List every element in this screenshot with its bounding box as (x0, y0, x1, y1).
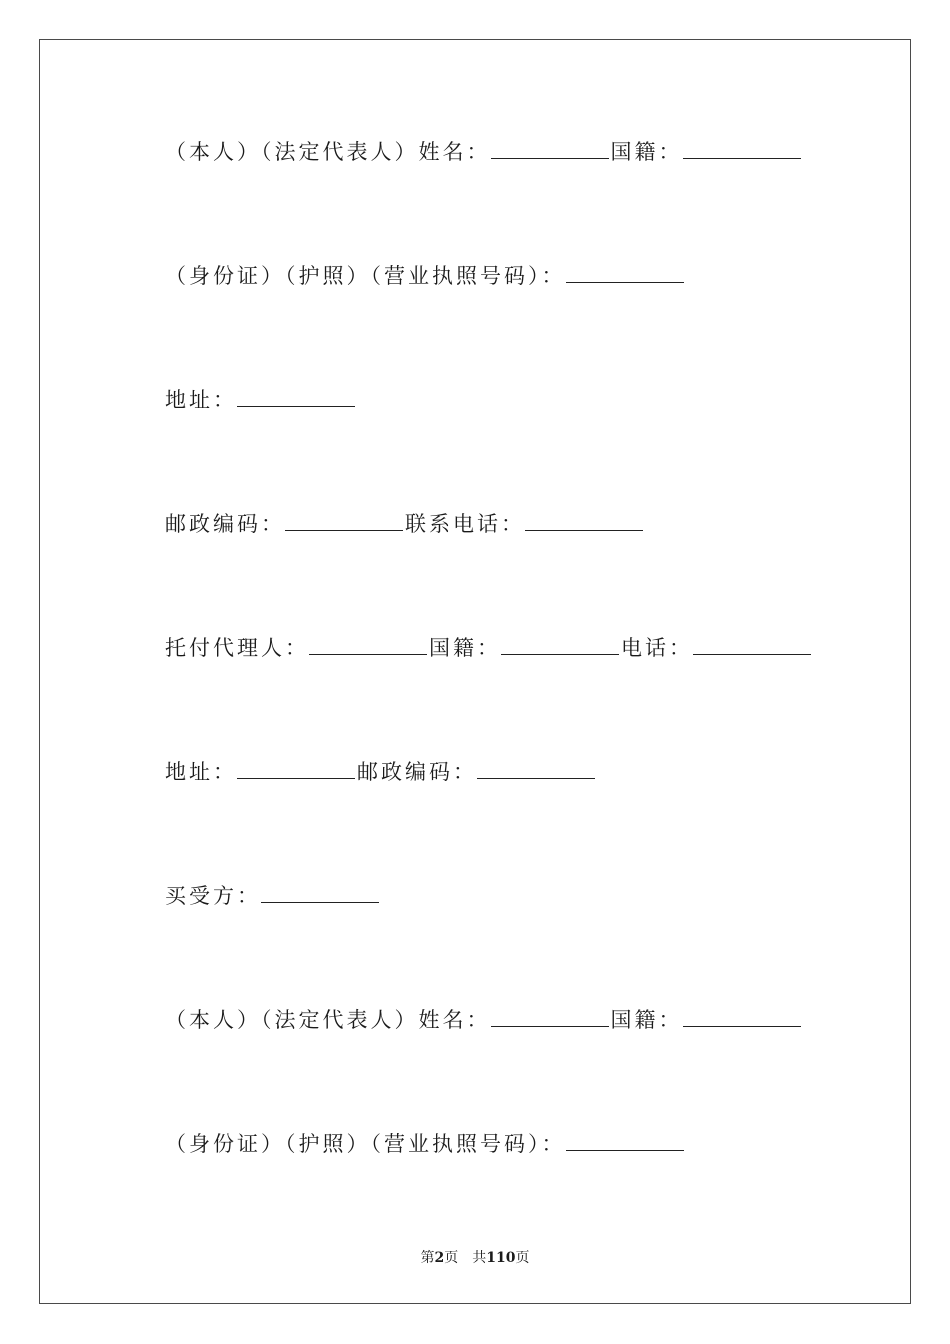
form-line-purchaser-name (165, 1006, 803, 1034)
blank-nationality[interactable] (683, 140, 801, 159)
label-purchaser: 买受方： (165, 884, 261, 908)
blank-purchaser-id[interactable] (566, 1132, 684, 1151)
form-line-address (165, 386, 357, 414)
label-agent: 托付代理人： (165, 636, 309, 660)
blank-address[interactable] (237, 388, 355, 407)
footer-page-number: 2 (434, 1250, 445, 1266)
label-nationality: 国籍： (610, 140, 683, 164)
form-line-buyer-name (165, 138, 803, 166)
blank-agent-address[interactable] (237, 760, 355, 779)
page-frame (39, 39, 911, 1304)
label-postal-code: 邮政编码： (165, 512, 285, 536)
label-agent-nationality: 国籍： (429, 636, 501, 660)
blank-agent-nationality[interactable] (501, 636, 619, 655)
blank-purchaser-nationality[interactable] (683, 1008, 801, 1027)
label-purchaser-nationality: 国籍： (610, 1008, 683, 1032)
blank-id[interactable] (566, 264, 684, 283)
blank-postal-code[interactable] (285, 512, 403, 531)
label-agent-address: 地址： (165, 760, 237, 784)
label-purchaser-id: （身份证）（护照）（营业执照号码）： (165, 1132, 566, 1156)
form-line-postal-phone (165, 510, 645, 538)
blank-agent-postal[interactable] (477, 760, 595, 779)
label-agent-postal: 邮政编码： (357, 760, 477, 784)
form-line-purchaser-id (165, 1130, 686, 1158)
label-purchaser-name: （本人）（法定代表人）姓名： (165, 1008, 491, 1032)
label-name: （本人）（法定代表人）姓名： (165, 140, 491, 164)
blank-purchaser-name[interactable] (491, 1008, 609, 1027)
blank-phone[interactable] (525, 512, 643, 531)
label-address: 地址： (165, 388, 237, 412)
form-line-agent (165, 634, 813, 662)
blank-agent[interactable] (309, 636, 427, 655)
blank-purchaser[interactable] (261, 884, 379, 903)
label-phone: 联系电话： (405, 512, 525, 536)
page-footer (0, 1247, 950, 1267)
form-line-id (165, 262, 686, 290)
blank-agent-phone[interactable] (693, 636, 811, 655)
label-agent-phone: 电话： (621, 636, 693, 660)
form-line-purchaser (165, 882, 381, 910)
blank-name[interactable] (491, 140, 609, 159)
form-line-agent-address (165, 758, 597, 786)
footer-mid: 页 共 (444, 1250, 487, 1266)
footer-prefix: 第 (420, 1250, 435, 1266)
footer-suffix: 页 (515, 1250, 530, 1266)
footer-total-pages: 110 (486, 1250, 516, 1266)
label-id: （身份证）（护照）（营业执照号码）： (165, 264, 566, 288)
